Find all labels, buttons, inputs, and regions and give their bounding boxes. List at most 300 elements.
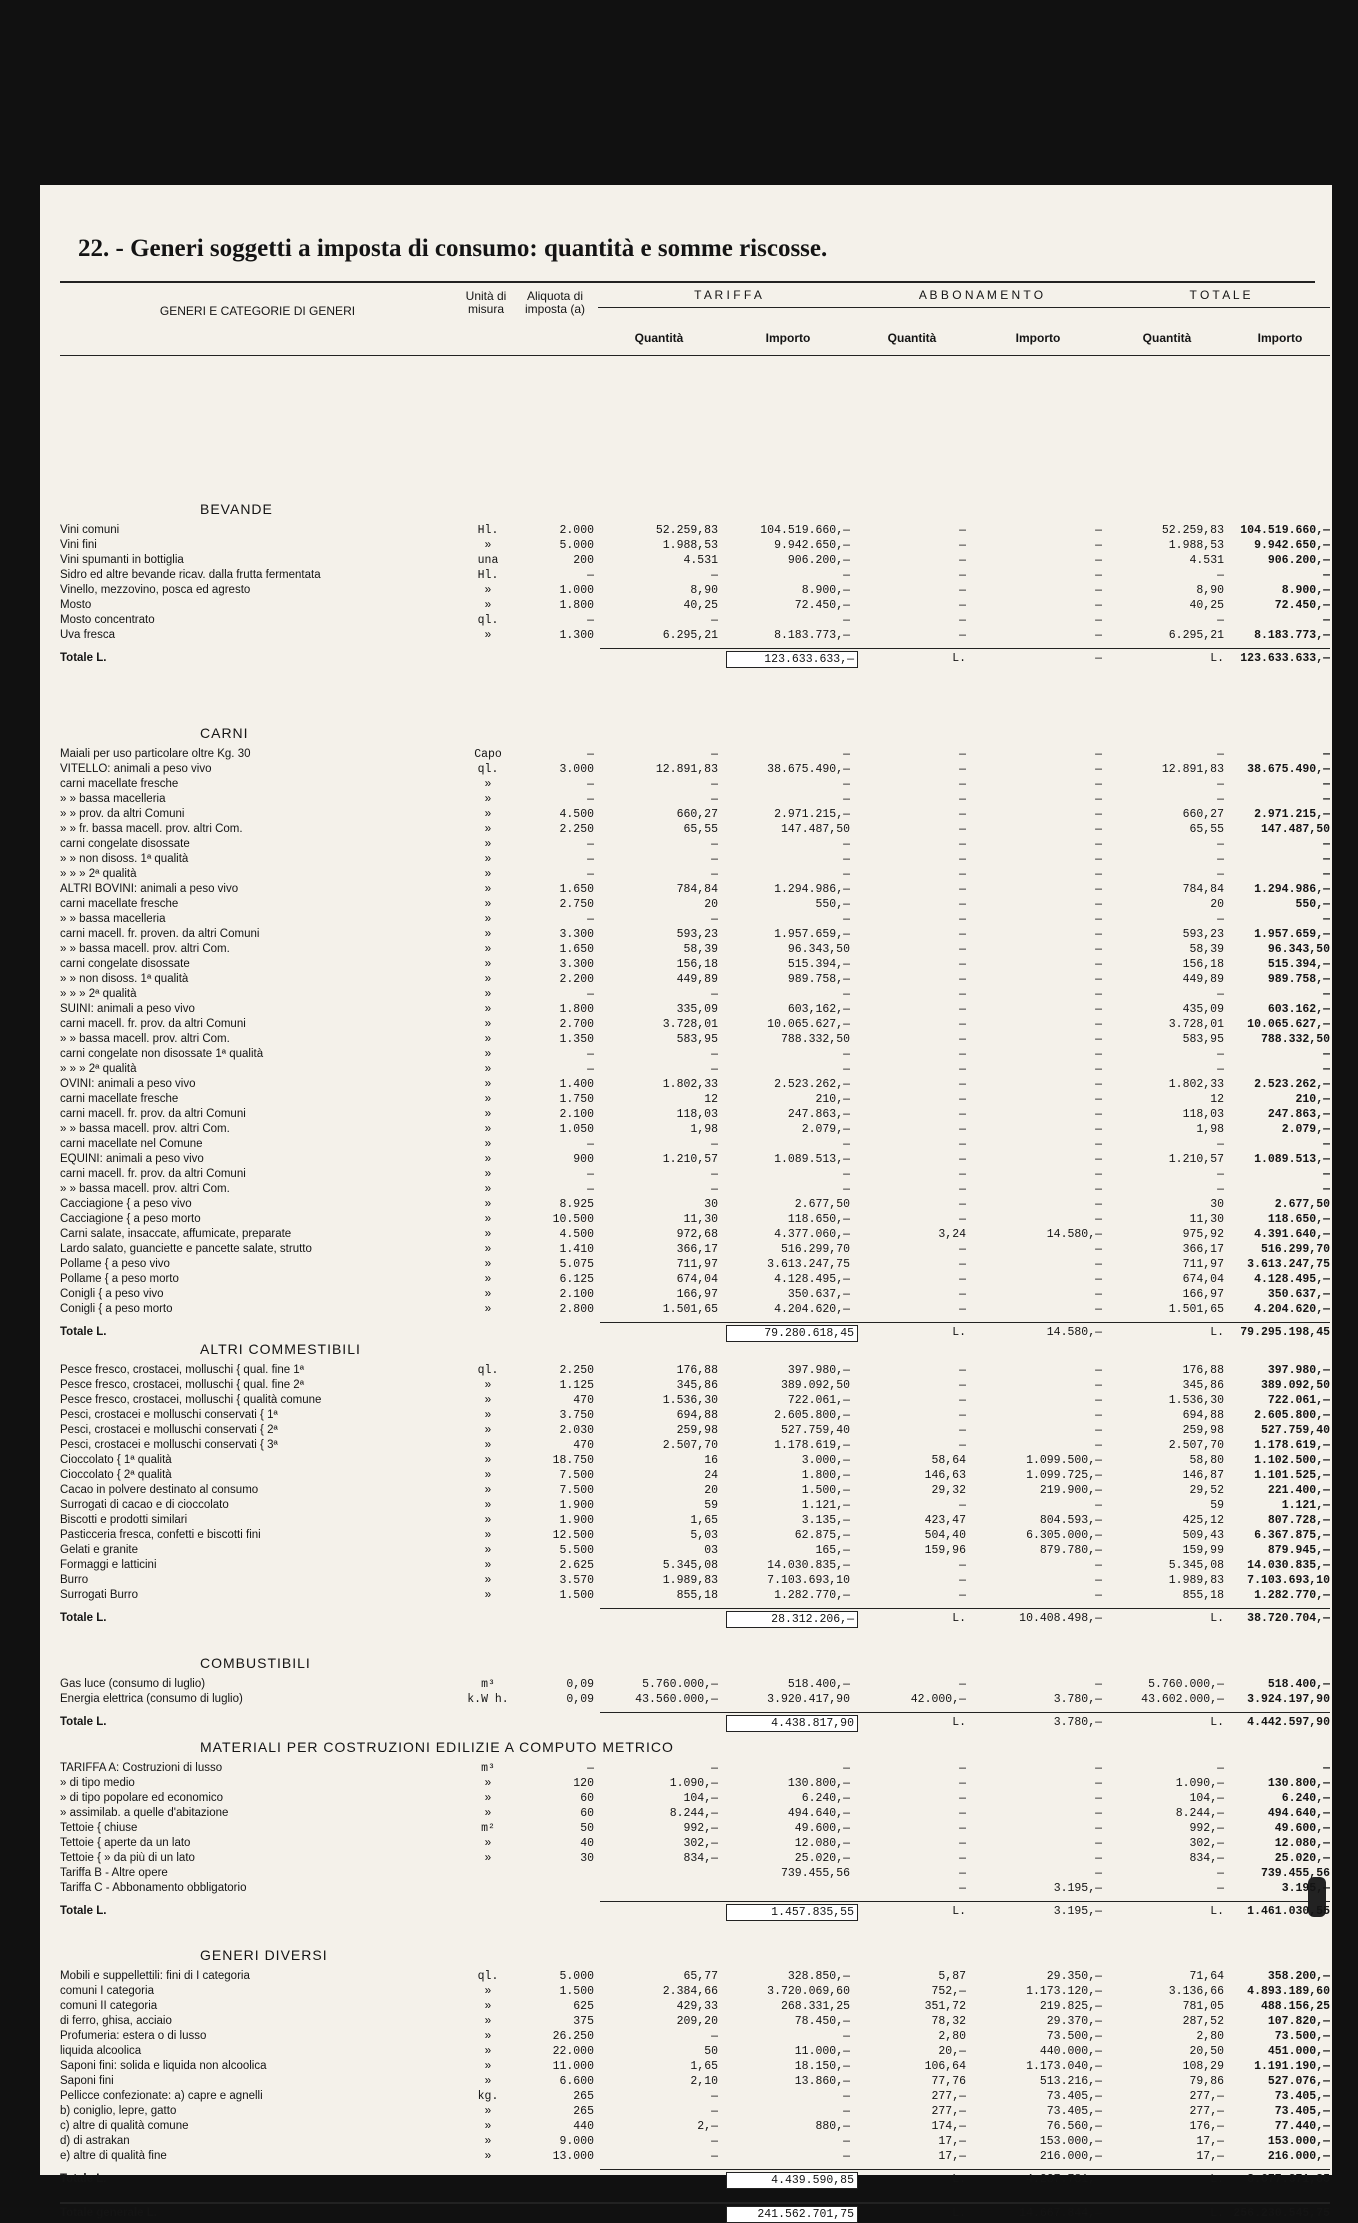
cell-totq: 834,— xyxy=(1189,1852,1224,1865)
cell-ai: — xyxy=(1095,1258,1102,1271)
cell-totq: 509,43 xyxy=(1182,1529,1224,1542)
cell-unit: » xyxy=(484,1228,492,1241)
cell-unit: » xyxy=(484,1454,492,1467)
cell-tq: 855,18 xyxy=(676,1589,718,1602)
cell-label: Totale L. xyxy=(60,1326,107,1338)
cell-tq: 1.989,83 xyxy=(662,1574,718,1587)
cell-rate: 200 xyxy=(573,554,594,567)
cell-ai: — xyxy=(1095,928,1102,941)
cell-totq: 8,90 xyxy=(1196,584,1224,597)
cell-ti: — xyxy=(843,913,850,926)
cell-totq: L. xyxy=(1210,1905,1224,1918)
cell-unit: m³ xyxy=(481,1678,495,1691)
cell-toti: 73.405,— xyxy=(1274,2105,1330,2118)
cell-ti: 3.000,— xyxy=(801,1454,850,1467)
table-row xyxy=(40,1423,1332,1438)
table-row xyxy=(40,1498,1332,1513)
cell-aq: — xyxy=(959,913,966,926)
cell-ai: 29.370,— xyxy=(1046,2015,1102,2028)
cell-label: Biscotti e prodotti similari xyxy=(60,1514,188,1526)
cell-aq: — xyxy=(959,988,966,1001)
cell-tq: — xyxy=(711,1762,718,1775)
cell-unit: » xyxy=(484,1033,492,1046)
cell-tq: 65,77 xyxy=(683,1970,718,1983)
cell-tq: 1.210,57 xyxy=(662,1153,718,1166)
cell-aq: 423,47 xyxy=(924,1514,966,1527)
cell-tq: — xyxy=(711,838,718,851)
table-row xyxy=(40,1137,1332,1152)
cell-totq: L. xyxy=(1210,2207,1224,2220)
cell-label: » » » 2ª qualità xyxy=(60,868,137,880)
cell-totq: 660,27 xyxy=(1182,808,1224,821)
table-row xyxy=(40,1692,1332,1707)
table-row xyxy=(40,927,1332,942)
cell-totq: 781,05 xyxy=(1182,2000,1224,2013)
cell-ai: — xyxy=(1095,1409,1102,1422)
cell-aq: 174,— xyxy=(931,2120,966,2133)
table-row xyxy=(40,1212,1332,1227)
cell-rate: 12.500 xyxy=(552,1529,594,1542)
cell-toti: 147.487,50 xyxy=(1260,823,1330,836)
cell-rate: — xyxy=(587,793,594,806)
cell-label: carni macell. fr. prov. da altri Comuni xyxy=(60,1018,246,1030)
cell-toti: 49.600,— xyxy=(1274,1822,1330,1835)
cell-ai: — xyxy=(1095,1003,1102,1016)
cell-toti: — xyxy=(1323,1168,1330,1181)
cell-tq: 2.384,66 xyxy=(662,1985,718,1998)
cell-unit: » xyxy=(484,913,492,926)
cell-ai: 76.560,— xyxy=(1046,2120,1102,2133)
table-row xyxy=(40,1999,1332,2014)
cell-ti: 241.562.701,75 xyxy=(726,2206,858,2223)
cell-aq: — xyxy=(959,823,966,836)
cell-toti: 788.332,50 xyxy=(1260,1033,1330,1046)
cell-tq: 429,33 xyxy=(676,2000,718,2013)
cell-unit: » xyxy=(484,629,492,642)
cell-ai: — xyxy=(1095,1168,1102,1181)
cell-ai: — xyxy=(1095,569,1102,582)
cell-unit: » xyxy=(484,1514,492,1527)
cell-ti: 1.121,— xyxy=(801,1499,850,1512)
cell-aq: — xyxy=(959,614,966,627)
cell-ai: — xyxy=(1095,883,1102,896)
cell-rate: 1.500 xyxy=(559,1985,594,1998)
table-row xyxy=(40,1287,1332,1302)
cell-ai: — xyxy=(1095,943,1102,956)
cell-label: Carni salate, insaccate, affumicate, preparate xyxy=(60,1228,292,1240)
cell-aq: — xyxy=(959,1792,966,1805)
cell-ai: 3.780,— xyxy=(1053,1693,1102,1706)
cell-toti: 73.405,— xyxy=(1274,2090,1330,2103)
cell-totq: — xyxy=(1217,1762,1224,1775)
cell-ti: 11.000,— xyxy=(794,2045,850,2058)
table-row xyxy=(40,1167,1332,1182)
cell-tq: 1.536,30 xyxy=(662,1394,718,1407)
cell-ti: 247.863,— xyxy=(787,1108,850,1121)
table-row xyxy=(40,867,1332,882)
cell-label: Lardo salato, guanciette e pancette salate, strutto xyxy=(60,1243,312,1255)
cell-ai: — xyxy=(1095,868,1102,881)
cell-label: Tariffa C - Abbonamento obbligatorio xyxy=(60,1882,247,1894)
cell-ai: — xyxy=(1095,1364,1102,1377)
cell-totq: 65,55 xyxy=(1189,823,1224,836)
cell-ti: 603,162,— xyxy=(787,1003,850,1016)
cell-tq: 366,17 xyxy=(676,1243,718,1256)
cell-unit: » xyxy=(484,1409,492,1422)
header-unit: Unità di misura xyxy=(465,289,507,316)
cell-label: b) coniglio, lepre, gatto xyxy=(60,2105,177,2117)
cell-totq: 12 xyxy=(1210,1093,1224,1106)
cell-unit: » xyxy=(484,1093,492,1106)
cell-rate: 120 xyxy=(573,1777,594,1790)
cell-label: Pollame { a peso morto xyxy=(60,1273,179,1285)
cell-tq: — xyxy=(711,988,718,1001)
cell-toti: 8.900,— xyxy=(1281,584,1330,597)
cell-tq: 1,98 xyxy=(690,1123,718,1136)
cell-ai: 1.099.725,— xyxy=(1026,1469,1102,1482)
table-row xyxy=(40,1761,1332,1776)
cell-aq: — xyxy=(959,1364,966,1377)
cell-totq: 435,09 xyxy=(1182,1003,1224,1016)
cell-aq: — xyxy=(959,1078,966,1091)
cell-totq: — xyxy=(1217,614,1224,627)
cell-toti: 2.079,— xyxy=(1281,1123,1330,1136)
cell-ti: — xyxy=(843,838,850,851)
cell-ti: 1.294.986,— xyxy=(774,883,850,896)
cell-unit: » xyxy=(484,808,492,821)
cell-rate: 1.050 xyxy=(559,1123,594,1136)
cell-unit: » xyxy=(484,1243,492,1256)
cell-tq: 335,09 xyxy=(676,1003,718,1016)
cell-ai: — xyxy=(1095,1288,1102,1301)
table-row xyxy=(40,2044,1332,2059)
header-tariffa: T A R I F F A xyxy=(694,288,762,302)
cell-tq: — xyxy=(711,1048,718,1061)
cell-label: Formaggi e latticini xyxy=(60,1559,157,1571)
table-row xyxy=(40,523,1332,538)
total-row xyxy=(40,1715,1332,1730)
cell-toti: 6.367.875,— xyxy=(1254,1529,1330,1542)
cell-tq: 694,88 xyxy=(676,1409,718,1422)
cell-label: Totale L. xyxy=(60,1612,107,1624)
cell-tq: 4.531 xyxy=(683,554,718,567)
table-row xyxy=(40,1062,1332,1077)
total-row xyxy=(40,2172,1332,2187)
cell-rate: 6.600 xyxy=(559,2075,594,2088)
cell-aq: — xyxy=(959,629,966,642)
cell-aq: — xyxy=(959,1273,966,1286)
cell-ti: 1.957.659,— xyxy=(774,928,850,941)
cell-tq: 156,18 xyxy=(676,958,718,971)
cell-toti: — xyxy=(1323,1048,1330,1061)
cell-unit: » xyxy=(484,1469,492,1482)
cell-unit: » xyxy=(484,1574,492,1587)
cell-label: EQUINI: animali a peso vivo xyxy=(60,1153,204,1165)
cell-aq: — xyxy=(959,1108,966,1121)
cell-toti: 2.523.262,— xyxy=(1254,1078,1330,1091)
cell-unit: » xyxy=(484,1123,492,1136)
cell-ti: 389.092,50 xyxy=(780,1379,850,1392)
cell-tq: 2,— xyxy=(697,2120,718,2133)
cell-unit: » xyxy=(484,1018,492,1031)
header-rate: Aliquota di imposta (a) xyxy=(524,289,586,316)
cell-label: Sidro ed altre bevande ricav. dalla frutta fermentata xyxy=(60,569,321,581)
cell-tq: 16 xyxy=(704,1454,718,1467)
cell-label: Vini comuni xyxy=(60,524,120,536)
cell-ti: 880,— xyxy=(815,2120,850,2133)
cell-aq: 29,32 xyxy=(931,1484,966,1497)
cell-ai: — xyxy=(1095,614,1102,627)
cell-rate: 22.000 xyxy=(552,2045,594,2058)
cell-rate: 1.900 xyxy=(559,1514,594,1527)
table-row xyxy=(40,837,1332,852)
cell-ai: — xyxy=(1095,1424,1102,1437)
cell-label: » » bassa macelleria xyxy=(60,793,166,805)
cell-rate: 3.570 xyxy=(559,1574,594,1587)
cell-rate: 1.400 xyxy=(559,1078,594,1091)
cell-unit: una xyxy=(477,554,499,567)
table-row xyxy=(40,1588,1332,1603)
cell-totq: 40,25 xyxy=(1189,599,1224,612)
total-row xyxy=(40,651,1332,666)
cell-ai: — xyxy=(1095,1243,1102,1256)
cell-label: di ferro, ghisa, acciaio xyxy=(60,2015,172,2027)
cell-ti: 8.900,— xyxy=(801,584,850,597)
cell-rate: 2.000 xyxy=(559,524,594,537)
cell-label: Totale L. xyxy=(60,1716,107,1728)
cell-rate: 2.200 xyxy=(559,973,594,986)
cell-ai: — xyxy=(1095,1213,1102,1226)
cell-toti: 4.391.640,— xyxy=(1254,1228,1330,1241)
cell-rate: 1.500 xyxy=(559,1589,594,1602)
cell-unit: » xyxy=(484,1379,492,1392)
cell-label: » » » 2ª qualità xyxy=(60,1063,137,1075)
cell-ai: 1.099.500,— xyxy=(1026,1454,1102,1467)
cell-toti: 906.200,— xyxy=(1267,554,1330,567)
cell-aq: — xyxy=(959,868,966,881)
cell-tq: 11,30 xyxy=(683,1213,718,1226)
cell-toti: — xyxy=(1323,748,1330,761)
cell-aq: 78,32 xyxy=(931,2015,966,2028)
cell-aq: — xyxy=(959,1153,966,1166)
cell-ti: — xyxy=(843,853,850,866)
cell-label: comuni I categoria xyxy=(60,1985,154,1997)
table-row xyxy=(40,1881,1332,1896)
cell-aq: — xyxy=(959,1123,966,1136)
table-row xyxy=(40,897,1332,912)
cell-aq: 58,64 xyxy=(931,1454,966,1467)
cell-aq: — xyxy=(959,1168,966,1181)
cell-tq: 104,— xyxy=(683,1792,718,1805)
cell-unit: » xyxy=(484,2135,492,2148)
cell-aq: — xyxy=(959,853,966,866)
cell-totq: 6.295,21 xyxy=(1168,629,1224,642)
cell-aq: — xyxy=(959,1559,966,1572)
cell-unit: » xyxy=(484,1837,492,1850)
cell-aq: L. xyxy=(952,1905,966,1918)
cell-rate: 1.650 xyxy=(559,943,594,956)
cell-unit: m² xyxy=(481,1822,495,1835)
cell-rate: — xyxy=(587,1762,594,1775)
cell-totq: 43.602.000,— xyxy=(1141,1693,1224,1706)
table-row xyxy=(40,1032,1332,1047)
cell-rate: 1.800 xyxy=(559,599,594,612)
header-tariffa-importo: Importo xyxy=(765,331,811,345)
cell-ai: — xyxy=(1095,988,1102,1001)
cell-tq: 03 xyxy=(704,1544,718,1557)
cell-unit: » xyxy=(484,1424,492,1437)
cell-tq: 834,— xyxy=(683,1852,718,1865)
cell-tq: 5.345,08 xyxy=(662,1559,718,1572)
cell-ai: — xyxy=(1095,1033,1102,1046)
cell-rate: 10.500 xyxy=(552,1213,594,1226)
cell-aq: — xyxy=(959,1409,966,1422)
cell-ai: — xyxy=(1095,1499,1102,1512)
cell-toti: — xyxy=(1323,868,1330,881)
cell-tq: 6.295,21 xyxy=(662,629,718,642)
cell-totq: 583,95 xyxy=(1182,1033,1224,1046)
cell-totq: 12.891,83 xyxy=(1161,763,1224,776)
cell-ti: 1.800,— xyxy=(801,1469,850,1482)
cell-label: Burro xyxy=(60,1574,89,1586)
cell-ti: 118.650,— xyxy=(787,1213,850,1226)
cell-ai: 1.173.120,— xyxy=(1026,1985,1102,1998)
cell-ti: 2.079,— xyxy=(801,1123,850,1136)
cell-aq: — xyxy=(959,898,966,911)
cell-tq: 784,84 xyxy=(676,883,718,896)
cell-label: » » bassa macell. prov. altri Com. xyxy=(60,1033,230,1045)
cell-unit: » xyxy=(484,973,492,986)
cell-label: Uva fresca xyxy=(60,629,115,641)
cell-toti: 1.178.619,— xyxy=(1254,1439,1330,1452)
cell-tq: 449,89 xyxy=(676,973,718,986)
cell-tq: 24 xyxy=(704,1469,718,1482)
cell-label: carni congelate disossate xyxy=(60,838,190,850)
cell-ai: — xyxy=(1095,539,1102,552)
page-title: 22. - Generi soggetti a imposta di consumo: quantità e somme riscosse. xyxy=(78,235,828,262)
cell-unit: » xyxy=(484,1484,492,1497)
cell-ai: 73.500,— xyxy=(1046,2030,1102,2043)
cell-aq: — xyxy=(959,928,966,941)
cell-tq: 166,97 xyxy=(676,1288,718,1301)
cell-label: Vini fini xyxy=(60,539,97,551)
table-row xyxy=(40,1836,1332,1851)
cell-totq: 4.531 xyxy=(1189,554,1224,567)
cell-ti: 130.800,— xyxy=(787,1777,850,1790)
cell-rate: 1.750 xyxy=(559,1093,594,1106)
cell-rate: 0,09 xyxy=(566,1678,594,1691)
cell-tq: 40,25 xyxy=(683,599,718,612)
header-totale-importo: Importo xyxy=(1257,331,1303,345)
cell-label: carni congelate disossate xyxy=(60,958,190,970)
cell-unit: » xyxy=(484,898,492,911)
cell-label: OVINI: animali a peso vivo xyxy=(60,1078,196,1090)
cell-label: Pesci, crostacei e molluschi conservati { 2ª xyxy=(60,1424,278,1436)
table-row xyxy=(40,972,1332,987)
cell-toti: 358.200,— xyxy=(1267,1970,1330,1983)
cell-unit: » xyxy=(484,1003,492,1016)
cell-rate: 1.800 xyxy=(559,1003,594,1016)
cell-label: » di tipo popolare ed economico xyxy=(60,1792,224,1804)
cell-toti: 1.282.770,— xyxy=(1254,1589,1330,1602)
table-row xyxy=(40,822,1332,837)
cell-toti: 807.728,— xyxy=(1267,1514,1330,1527)
cell-ai: 440.000,— xyxy=(1039,2045,1102,2058)
top-rule xyxy=(60,281,1315,283)
cell-rate: 1.300 xyxy=(559,629,594,642)
cell-ai: 513.216,— xyxy=(1039,2075,1102,2088)
cell-ti: 515.394,— xyxy=(787,958,850,971)
cell-toti: 7.103.693,10 xyxy=(1247,1574,1330,1587)
cell-tq: 209,20 xyxy=(676,2015,718,2028)
cell-label: » » bassa macell. prov. altri Com. xyxy=(60,943,230,955)
cell-unit: » xyxy=(484,1559,492,1572)
cell-aq: L. xyxy=(952,2173,966,2186)
cell-unit: » xyxy=(484,1198,492,1211)
cell-label: carni macell. fr. prov. da altri Comuni xyxy=(60,1108,246,1120)
section-title: MATERIALI PER COSTRUZIONI EDILIZIE A COMPUTO METRICO xyxy=(200,1739,674,1755)
cell-ai: — xyxy=(1095,1018,1102,1031)
cell-toti: 1.121,— xyxy=(1281,1499,1330,1512)
cell-unit: m³ xyxy=(481,1762,495,1775)
cell-aq: L. xyxy=(952,1326,966,1339)
cell-toti: 739.455,56 xyxy=(1260,1867,1330,1880)
cell-ai: — xyxy=(1095,1093,1102,1106)
cell-aq: — xyxy=(959,1288,966,1301)
cell-aq: — xyxy=(959,778,966,791)
cell-tq: 711,97 xyxy=(676,1258,718,1271)
cell-rate: 7.500 xyxy=(559,1484,594,1497)
cell-aq: — xyxy=(959,1867,966,1880)
cell-rate: 11.000 xyxy=(552,2060,594,2073)
cell-toti: 4.204.620,— xyxy=(1254,1303,1330,1316)
cell-rate: 440 xyxy=(573,2120,594,2133)
cell-label: Conigli { a peso vivo xyxy=(60,1288,164,1300)
cell-toti: 3.195,— xyxy=(1281,1882,1330,1895)
cell-aq: — xyxy=(959,1018,966,1031)
cell-unit: » xyxy=(484,928,492,941)
cell-aq: — xyxy=(959,1303,966,1316)
cell-ti: 8.183.773,— xyxy=(774,629,850,642)
cell-ti: 18.150,— xyxy=(794,2060,850,2073)
cell-unit: » xyxy=(484,883,492,896)
cell-ai: — xyxy=(1095,1822,1102,1835)
table-row xyxy=(40,598,1332,613)
cell-toti: 397.980,— xyxy=(1267,1364,1330,1377)
cell-ti: 788.332,50 xyxy=(780,1033,850,1046)
cell-totq: 118,03 xyxy=(1182,1108,1224,1121)
table-row xyxy=(40,747,1332,762)
cell-totq: 146,87 xyxy=(1182,1469,1224,1482)
cell-aq: 752,— xyxy=(931,1985,966,1998)
cell-aq: L. xyxy=(952,1612,966,1625)
cell-toti: — xyxy=(1323,988,1330,1001)
cell-aq: — xyxy=(959,539,966,552)
cell-toti: 3.924.197,90 xyxy=(1247,1693,1330,1706)
cell-rate: 8.925 xyxy=(559,1198,594,1211)
cell-tq: — xyxy=(711,2135,718,2148)
cell-tq: 583,95 xyxy=(676,1033,718,1046)
cell-toti: 4.128.495,— xyxy=(1254,1273,1330,1286)
cell-unit: » xyxy=(484,1138,492,1151)
cell-ti: 1.178.619,— xyxy=(774,1439,850,1452)
cell-toti: 77.440,— xyxy=(1274,2120,1330,2133)
table-row xyxy=(40,1984,1332,1999)
cell-rate: 1.900 xyxy=(559,1499,594,1512)
cell-label: comuni II categoria xyxy=(60,2000,158,2012)
cell-ai: — xyxy=(1095,1837,1102,1850)
cell-toti: 247.863,— xyxy=(1267,1108,1330,1121)
